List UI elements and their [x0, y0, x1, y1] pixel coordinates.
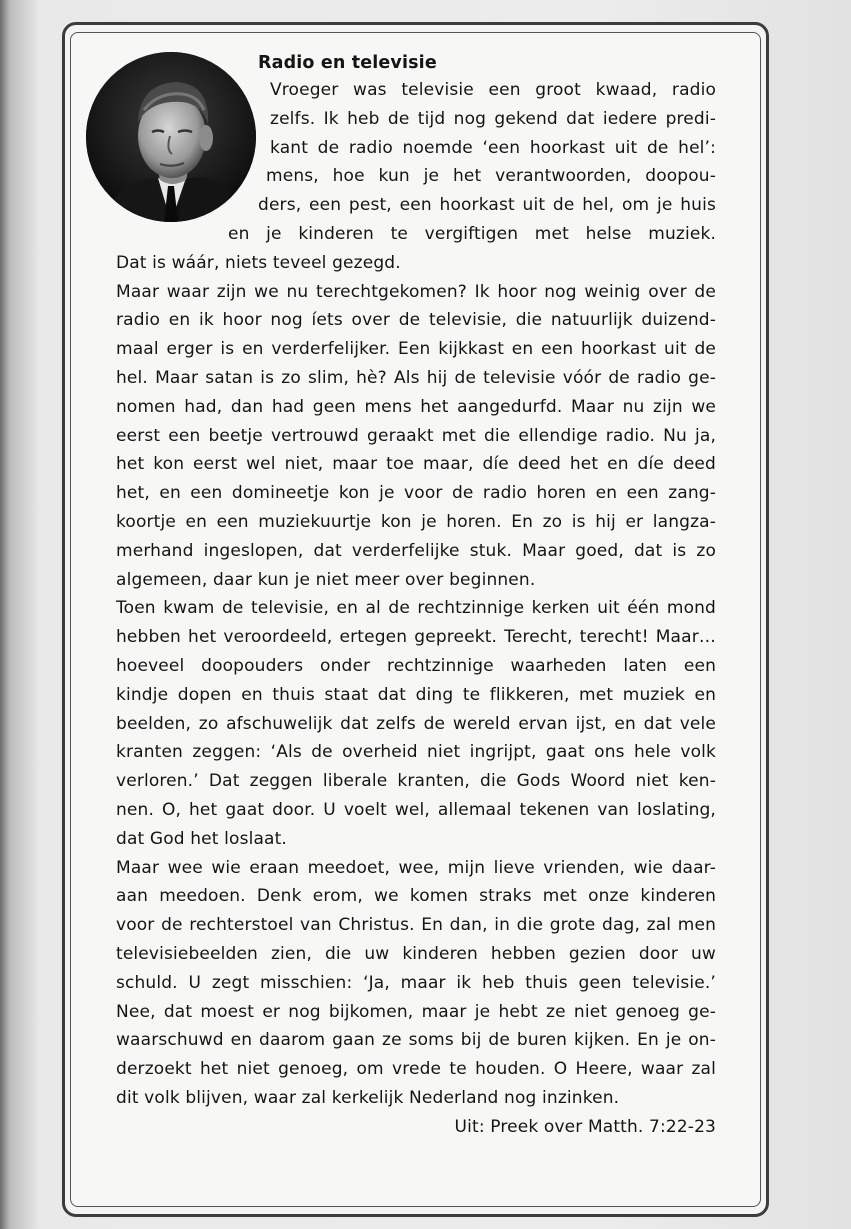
text-line: nomen had, dan had geen mens het aangedurfd. Maar nu zijn we	[116, 396, 716, 417]
text-line: het, en een domineetje kon je voor de radio horen en een zang-	[116, 483, 716, 504]
text-line: dit volk blijven, waar zal kerkelijk Nederland nog inzinken.	[116, 1087, 620, 1108]
text-line: radio en ik hoor nog íets over de televisie, die natuurlijk duizend-	[116, 310, 716, 331]
text-line: hel. Maar satan is zo slim, hè? Als hij de televisie vóór de radio ge-	[116, 367, 716, 388]
text-line: aan meedoen. Denk erom, we komen straks met onze kinderen	[116, 886, 716, 907]
text-line: beelden, zo afschuwelijk dat zelfs de wereld ervan ijst, en dat vele	[116, 713, 716, 734]
paragraph-4	[116, 854, 716, 1113]
text-line: hoeveel doopouders onder rechtzinnige waarheden laten een	[116, 655, 716, 676]
text-line: hebben het veroordeeld, ertegen gepreekt. Terecht, terecht! Maar…	[116, 627, 716, 648]
text-line: schuld. U zegt misschien: ‘Ja, maar ik heb thuis geen televisie.’	[116, 972, 716, 993]
text-line: koortje en een muziekuurtje kon je horen. En zo is hij er langza-	[116, 511, 716, 532]
text-line: kranten zeggen: ‘Als de overheid niet ingrijpt, gaat ons hele volk	[116, 742, 716, 763]
text-line: merhand ingeslopen, dat verderfelijke stuk. Maar goed, dat is zo	[116, 540, 716, 561]
text-line: kant de radio noemde ‘een hoorkast uit de hel’:	[270, 137, 716, 158]
sermon-citation: Uit: Preek over Matth. 7:22-23	[454, 1116, 716, 1137]
text-line: Maar waar zijn we nu terechtgekomen? Ik hoor nog weinig over de	[116, 281, 716, 302]
text-line: mens, hoe kun je het verantwoorden, doopou-	[266, 166, 716, 187]
paragraph-1	[116, 76, 716, 278]
text-line: dat God het loslaat.	[116, 828, 287, 849]
text-line: Maar wee wie eraan meedoet, wee, mijn lieve vrienden, wie daar-	[116, 857, 716, 878]
text-line: kindje dopen en thuis staat dat ding te flikkeren, met muziek en	[116, 684, 716, 705]
text-line: nen. O, het gaat door. U voelt wel, allemaal tekenen van loslating,	[116, 799, 716, 820]
text-line: en je kinderen te vergiftigen met helse muziek.	[228, 223, 716, 244]
text-line: Toen kwam de televisie, en al de rechtzinnige kerken uit één mond	[116, 598, 716, 619]
text-line: eerst een beetje vertrouwd geraakt met die ellendige radio. Nu ja,	[116, 425, 716, 446]
text-line: televisiebeelden zien, die uw kinderen hebben gezien door uw	[116, 943, 716, 964]
text-line: verloren.’ Dat zeggen liberale kranten, die Gods Woord niet ken-	[116, 771, 716, 792]
text-line: zelfs. Ik heb de tijd nog gekend dat iedere predi-	[270, 108, 716, 129]
article-title: Radio en televisie	[258, 53, 437, 73]
text-line: derzoekt het niet genoeg, om vrede te houden. O Heere, waar zal	[116, 1059, 716, 1080]
text-line: het kon eerst wel niet, maar toe maar, díe deed het en díe deed	[116, 454, 716, 475]
article-body	[116, 50, 716, 1141]
paragraph-2	[116, 278, 716, 595]
text-line: ders, een pest, een hoorkast uit de hel, om je huis	[258, 195, 716, 216]
text-line: voor de rechterstoel van Christus. En dan, in die grote dag, zal men	[116, 915, 716, 936]
text-line: algemeen, daar kun je niet meer over beginnen.	[116, 569, 536, 590]
text-line: Nee, dat moest er nog bijkomen, maar je hebt ze niet genoeg ge-	[116, 1001, 716, 1022]
text-line: Vroeger was televisie een groot kwaad, radio	[270, 80, 716, 100]
text-line: waarschuwd en daarom gaan ze soms bij de buren kijken. En je on-	[116, 1030, 716, 1051]
paragraph-3	[116, 594, 716, 853]
text-line: maal erger is en verderfelijker. Een kijkkast en een hoorkast uit de	[116, 339, 716, 360]
text-line: Dat is wáár, niets teveel gezegd.	[116, 252, 401, 273]
